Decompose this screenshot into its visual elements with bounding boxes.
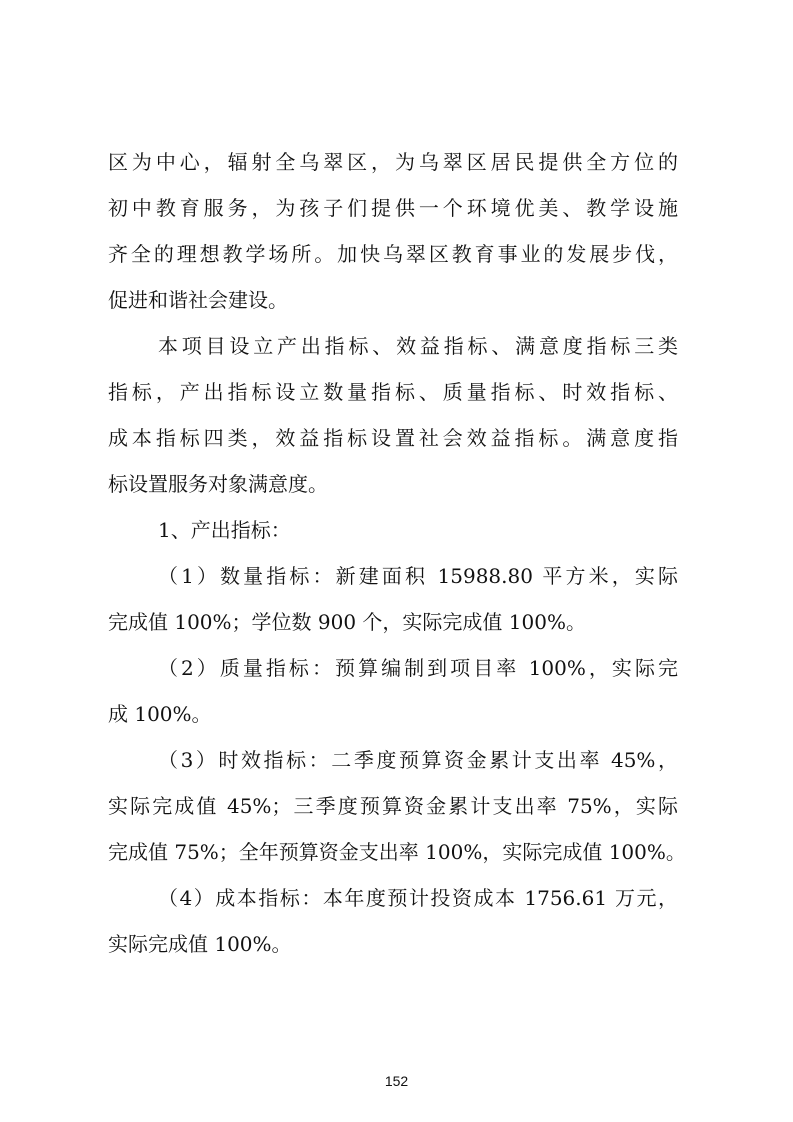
item-3-line-1: （3）时效指标：二季度预算资金累计支出率 45%，	[158, 748, 678, 772]
item-4-line-1: （4）成本指标：本年度预计投资成本 1756.61 万元，	[158, 886, 678, 910]
paragraph-2-line-3: 成本指标四类，效益指标设置社会效益指标。满意度指	[108, 426, 678, 450]
page-number: 152	[384, 1073, 409, 1089]
paragraph-2-line-4: 标设置服务对象满意度。	[108, 472, 328, 496]
item-1-line-2: 完成值 100%；学位数 900 个，实际完成值 100%。	[108, 610, 586, 634]
item-3-line-3: 完成值 75%；全年预算资金支出率 100%，实际完成值 100%。	[108, 840, 686, 864]
item-1-line-1: （1）数量指标：新建面积 15988.80 平方米，实际	[158, 564, 678, 588]
paragraph-1-line-4: 促进和谐社会建设。	[108, 288, 288, 312]
paragraph-1-line-3: 齐全的理想教学场所。加快乌翠区教育事业的发展步伐，	[108, 242, 678, 266]
section-heading-output-indicators: 1、产出指标：	[158, 518, 291, 542]
paragraph-1-line-2: 初中教育服务，为孩子们提供一个环境优美、教学设施	[108, 196, 678, 220]
item-2-line-2: 成 100%。	[108, 702, 212, 726]
paragraph-2-line-2: 指标，产出指标设立数量指标、质量指标、时效指标、	[108, 380, 678, 404]
item-4-line-2: 实际完成值 100%。	[108, 932, 292, 956]
paragraph-1-line-1: 区为中心，辐射全乌翠区，为乌翠区居民提供全方位的	[108, 150, 678, 174]
item-3-line-2: 实际完成值 45%；三季度预算资金累计支出率 75%，实际	[108, 794, 678, 818]
item-2-line-1: （2）质量指标：预算编制到项目率 100%，实际完	[158, 656, 678, 680]
paragraph-2-line-1: 本项目设立产出指标、效益指标、满意度指标三类	[158, 334, 678, 358]
